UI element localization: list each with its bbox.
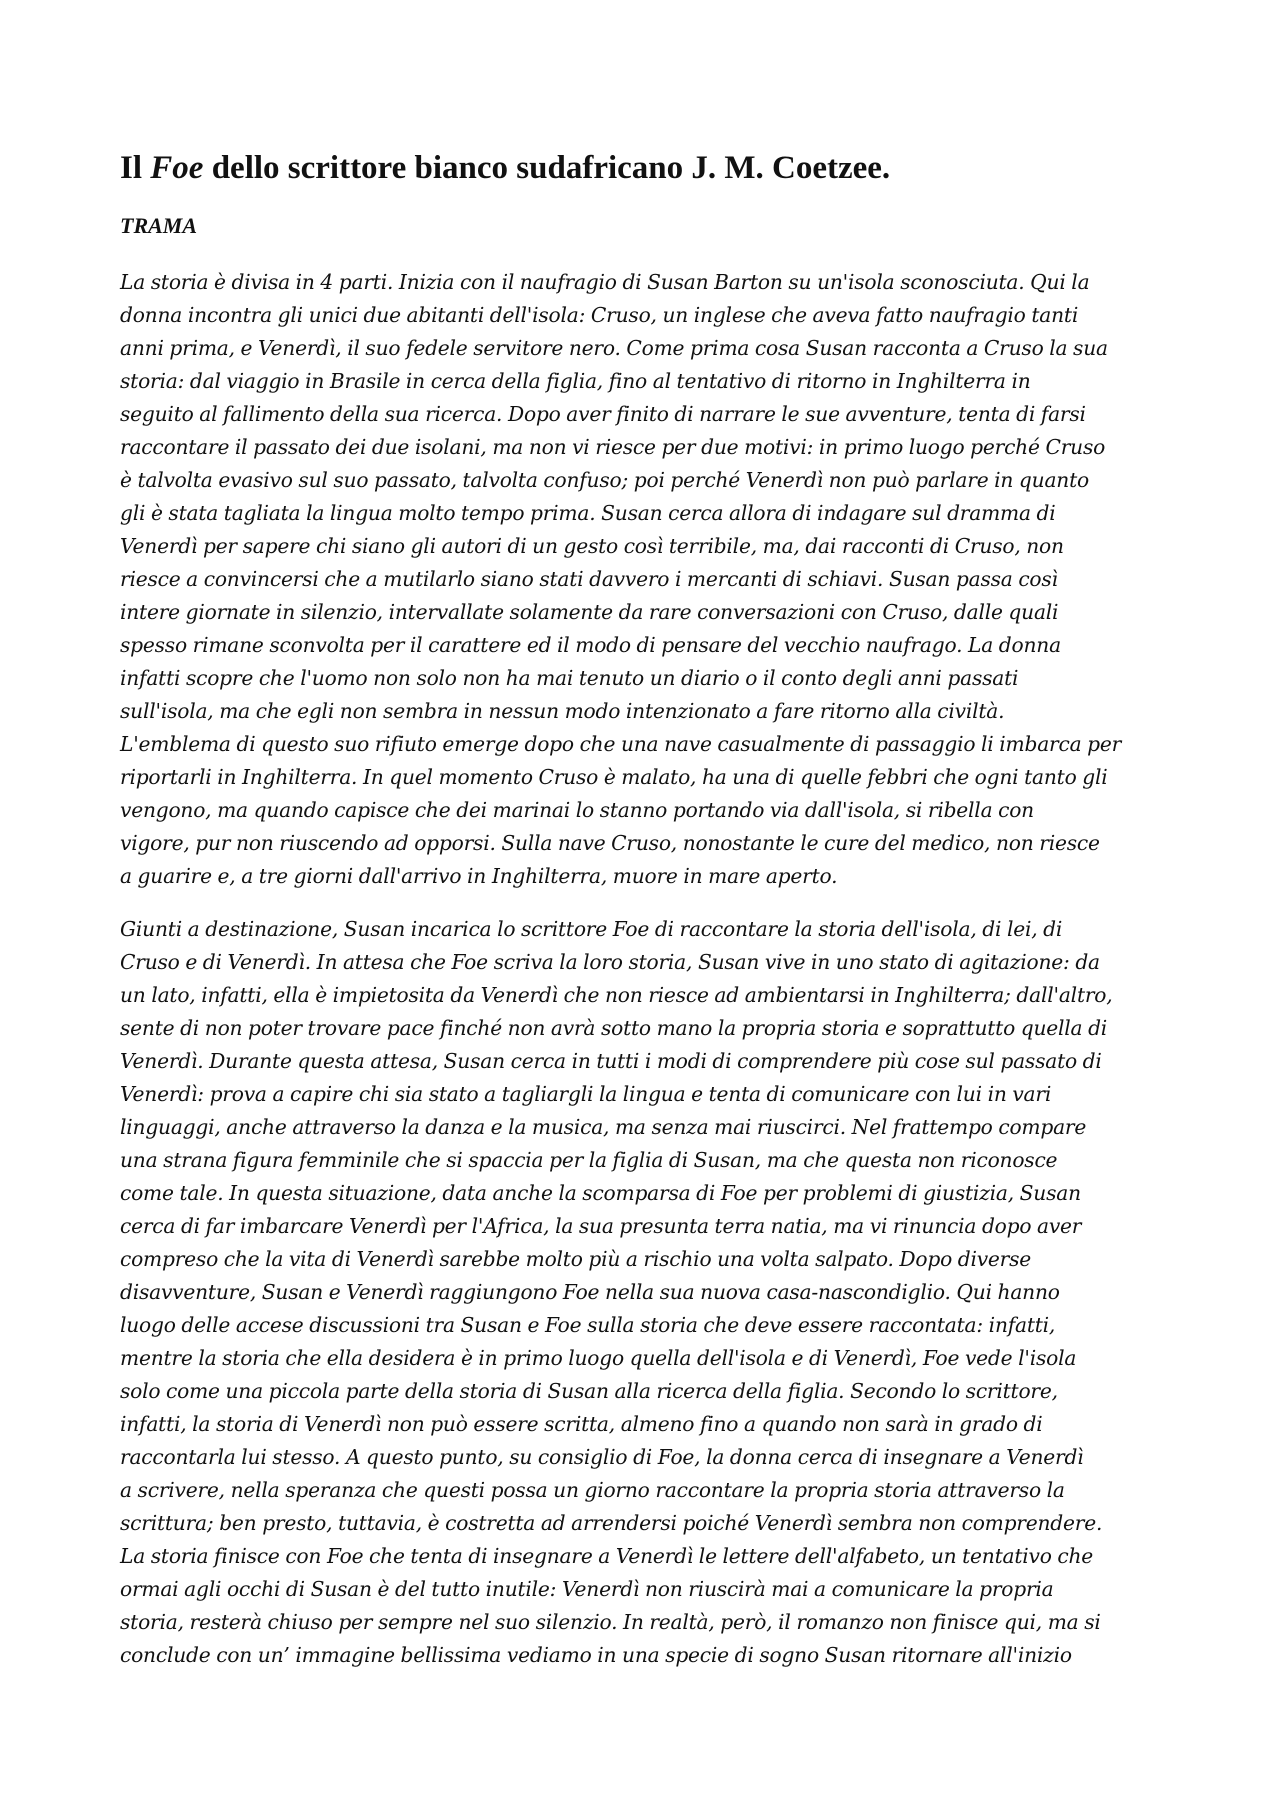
text-line: scrittura; ben presto, tuttavia, è costretta ad arrendersi poiché Venerdì sembra non comprendere.	[120, 1511, 1103, 1535]
section-heading: TRAMA	[120, 213, 198, 238]
text-line: disavventure, Susan e Venerdì raggiungono Foe nella sua nuova casa-nascondiglio. Qui hanno	[120, 1280, 1060, 1304]
text-line: gli è stata tagliata la lingua molto tempo prima. Susan cerca allora di indagare sul dramma di	[120, 501, 1056, 525]
text-line: L'emblema di questo suo rifiuto emerge dopo che una nave casualmente di passaggio li imbarca per	[120, 732, 1122, 756]
text-line: seguito al fallimento della sua ricerca. Dopo aver finito di narrare le sue avventure, tenta di farsi	[120, 402, 1086, 426]
text-line: riportarli in Inghilterra. In quel momento Cruso è malato, ha una di quelle febbri che ogni tanto gli	[120, 765, 1108, 789]
text-line: raccontarla lui stesso. A questo punto, su consiglio di Foe, la donna cerca di insegnare a Venerdì	[120, 1445, 1084, 1469]
text-line: Venerdì: prova a capire chi sia stato a tagliargli la lingua e tenta di comunicare con lui in vari	[120, 1082, 1052, 1106]
text-line: luogo delle accese discussioni tra Susan e Foe sulla storia che deve essere raccontata: infatti,	[120, 1313, 1056, 1337]
text-line: compreso che la vita di Venerdì sarebbe molto più a rischio una volta salpato. Dopo diverse	[120, 1247, 1032, 1271]
text-line: mentre la storia che ella desidera è in primo luogo quella dell'isola e di Venerdì, Foe vede l'isola	[120, 1346, 1077, 1370]
text-line: infatti, la storia di Venerdì non può essere scritta, almeno fino a quando non sarà in grado di	[120, 1412, 1043, 1436]
text-line: vigore, pur non riuscendo ad opporsi. Sulla nave Cruso, nonostante le cure del medico, non riesce	[120, 831, 1100, 855]
text-line: a guarire e, a tre giorni dall'arrivo in Inghilterra, muore in mare aperto.	[120, 864, 838, 888]
text-line: riesce a convincersi che a mutilarlo siano stati davvero i mercanti di schiavi. Susan passa così	[120, 567, 1058, 591]
document-page	[120, 148, 1165, 1692]
text-line: cerca di far imbarcare Venerdì per l'Africa, la sua presunta terra natia, ma vi rinuncia dopo aver	[120, 1214, 1082, 1238]
text-line: conclude con un’ immagine bellissima vediamo in una specie di sogno Susan ritornare all'inizio	[120, 1643, 1072, 1667]
text-line: donna incontra gli unici due abitanti dell'isola: Cruso, un inglese che aveva fatto naufragio tanti	[120, 303, 1079, 327]
text-line: un lato, infatti, ella è impietosita da Venerdì che non riesce ad ambientarsi in Inghilterra; dall'altro,	[120, 983, 1113, 1007]
text-line: ormai agli occhi di Susan è del tutto inutile: Venerdì non riuscirà mai a comunicare la propria	[120, 1577, 1054, 1601]
text-line: linguaggi, anche attraverso la danza e la musica, ma senza mai riuscirci. Nel frattempo compare	[120, 1115, 1087, 1139]
text-line: Venerdì per sapere chi siano gli autori di un gesto così terribile, ma, dai racconti di Cruso, non	[120, 534, 1064, 558]
text-line: anni prima, e Venerdì, il suo fedele servitore nero. Come prima cosa Susan racconta a Cruso la sua	[120, 336, 1108, 360]
text-line: infatti scopre che l'uomo non solo non ha mai tenuto un diario o il conto degli anni passati	[120, 666, 1019, 690]
text-line: raccontare il passato dei due isolani, ma non vi riesce per due motivi: in primo luogo perché Cruso	[120, 435, 1106, 459]
paragraph	[120, 266, 1165, 893]
title-suffix: dello scrittore bianco sudafricano J. M. Coetzee.	[203, 150, 891, 186]
text-line: è talvolta evasivo sul suo passato, talvolta confuso; poi perché Venerdì non può parlare in quanto	[120, 468, 1089, 492]
text-line: sull'isola, ma che egli non sembra in nessun modo intenzionato a fare ritorno alla civiltà.	[120, 699, 1005, 723]
text-line: La storia è divisa in 4 parti. Inizia con il naufragio di Susan Barton su un'isola sconosciuta. Qui la	[120, 270, 1090, 294]
text-line: La storia finisce con Foe che tenta di insegnare a Venerdì le lettere dell'alfabeto, un tentativo che	[120, 1544, 1094, 1568]
text-line: intere giornate in silenzio, intervallate solamente da rare conversazioni con Cruso, dalle quali	[120, 600, 1059, 624]
text-line: una strana figura femminile che si spaccia per la figlia di Susan, ma che questa non riconosce	[120, 1148, 1058, 1172]
text-line: sente di non poter trovare pace finché non avrà sotto mano la propria storia e soprattutto quella di	[120, 1016, 1108, 1040]
title-prefix: Il	[120, 150, 151, 186]
text-line: storia, resterà chiuso per sempre nel suo silenzio. In realtà, però, il romanzo non finisce qui, ma si	[120, 1610, 1101, 1634]
text-line: come tale. In questa situazione, data anche la scomparsa di Foe per problemi di giustizia, Susan	[120, 1181, 1081, 1205]
text-line: storia: dal viaggio in Brasile in cerca della figlia, fino al tentativo di ritorno in Inghilterra in	[120, 369, 1031, 393]
text-line: solo come una piccola parte della storia di Susan alla ricerca della figlia. Secondo lo scrittore,	[120, 1379, 1058, 1403]
text-line: vengono, ma quando capisce che dei marinai lo stanno portando via dall'isola, si ribella con	[120, 798, 1034, 822]
paragraph	[120, 913, 1165, 1672]
text-line: a scrivere, nella speranza che questi possa un giorno raccontare la propria storia attraverso la	[120, 1478, 1065, 1502]
document-title	[120, 148, 1165, 188]
text-line: Giunti a destinazione, Susan incarica lo scrittore Foe di raccontare la storia dell'isola, di lei, di	[120, 917, 1063, 941]
title-italic-word: Foe	[150, 150, 204, 186]
text-line: spesso rimane sconvolta per il carattere ed il modo di pensare del vecchio naufrago. La donna	[120, 633, 1061, 657]
text-line: Venerdì. Durante questa attesa, Susan cerca in tutti i modi di comprendere più cose sul passato di	[120, 1049, 1102, 1073]
text-line: Cruso e di Venerdì. In attesa che Foe scriva la loro storia, Susan vive in uno stato di agitazione: da	[120, 950, 1100, 974]
body-text	[120, 266, 1165, 1672]
